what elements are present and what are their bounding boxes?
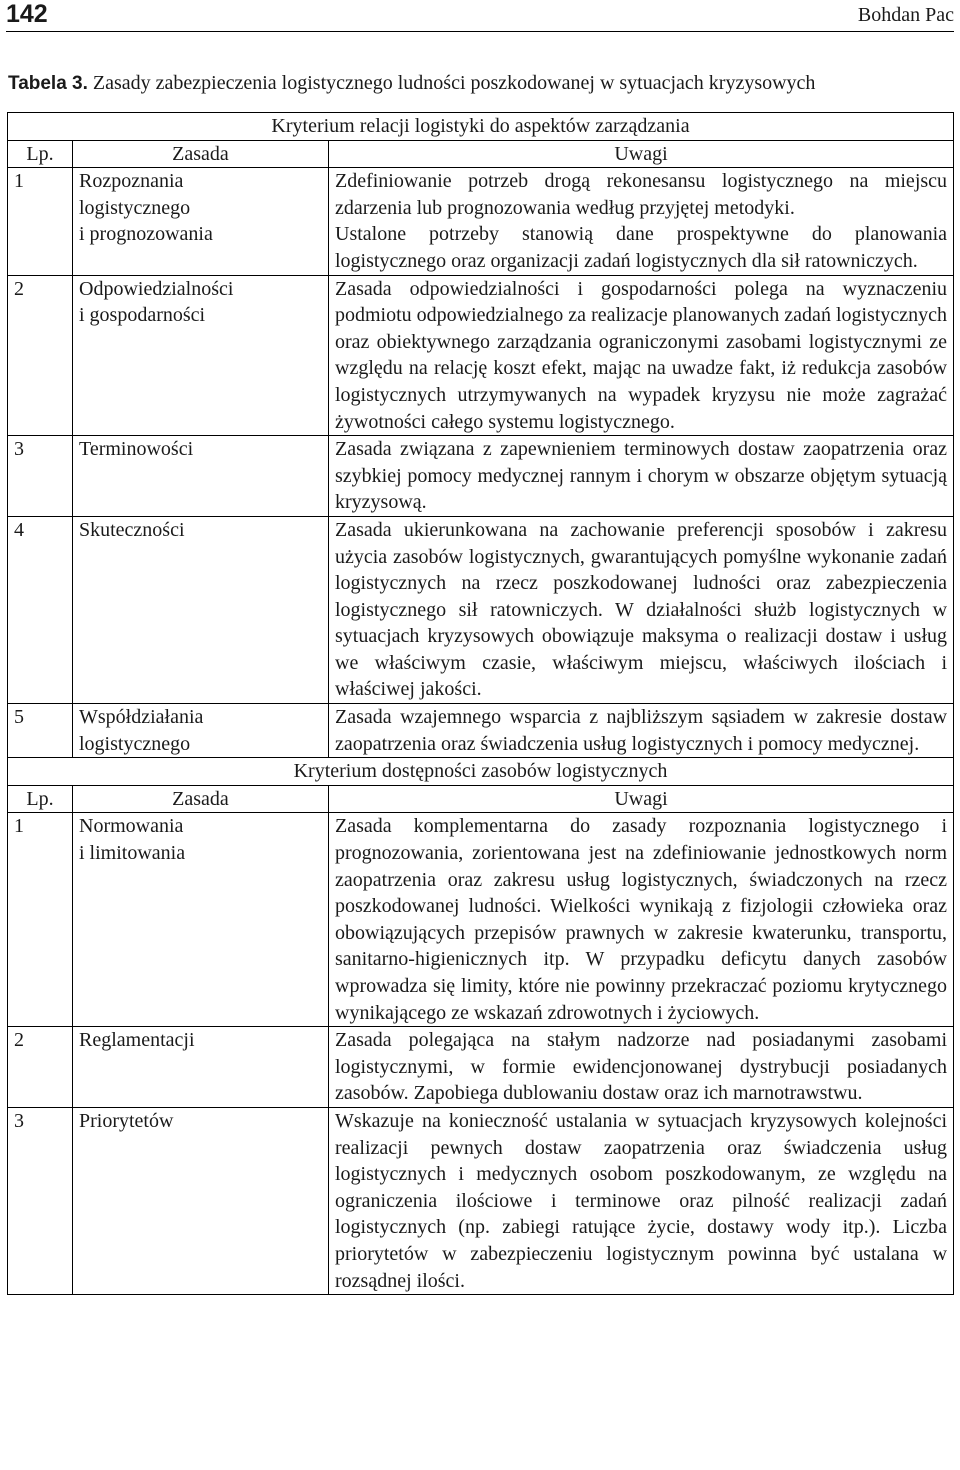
- remarks-paragraph: Zasada odpowiedzialności i gospodarności polega na wyznaczeniu podmiotu odpowiedzialnego za realizacje planowanych zadań logistycznych oraz obiektywnego zarządzania ograniczonymi zasobami logistycznymi ze względu na relację koszt efekt, mając na uwadze fakt, iż redukcja zasobów logistycznych utrzymywanych na wypadek kryzysu nie może zagrażać żywotności całego systemu logistycznego.: [335, 277, 948, 433]
- principle-name-line: Reglamentacji: [79, 1029, 195, 1052]
- column-header-uwagi: Uwagi: [329, 785, 954, 813]
- remarks-paragraph: Zasada związana z zapewnieniem terminowych dostaw zaopatrzenia oraz szybkiej pomocy medycznej rannym i chorym w obszarze objętym sytuacją kryzysową.: [335, 438, 948, 514]
- principle-remarks: [329, 168, 954, 275]
- row-number: 5: [8, 704, 73, 758]
- table-caption: [8, 72, 952, 95]
- principle-name-line: i prognozowania: [79, 223, 213, 246]
- principle-name-line: Odpowiedzialności: [79, 277, 234, 300]
- principle-remarks: [329, 813, 954, 1027]
- table-row: [8, 516, 954, 703]
- principle-remarks: [329, 516, 954, 703]
- principle-remarks: [329, 275, 954, 436]
- table-row: [8, 1027, 954, 1108]
- table-row: [8, 1107, 954, 1294]
- column-header-row: [8, 785, 954, 813]
- principle-remarks: [329, 436, 954, 517]
- principle-name: [73, 1107, 329, 1294]
- principle-name: [73, 704, 329, 758]
- page-header: [0, 0, 960, 32]
- principle-remarks: [329, 704, 954, 758]
- principle-name-line: Priorytetów: [79, 1109, 174, 1132]
- principle-name: [73, 516, 329, 703]
- remarks-paragraph: Zasada komplementarna do zasady rozpoznania logistycznego i prognozowania, zorientowana jest na zdefiniowanie jednostkowych norm zaopatrzenia oraz zakresu usług logistycznych, świadczonych na rzecz poszkodowanej ludności. Wielkości wynikają z fizjologii człowieka oraz obowiązujących przepisów prawnych w zakresie kwaterunku, transportu, sanitarno-higienicznych itp. W przypadku deficytu danych zasobów wprowadza się limity, które nie powinny przekraczać poziomu krytycznego wynikającego ze wskazań zdrowotnych i życiowych.: [335, 815, 948, 1024]
- table-row: [8, 275, 954, 436]
- remarks-paragraph: Zasada polegająca na stałym nadzorze nad posiadanymi zasobami logistycznymi, w formie ewidencjonowanej dystrybucji posiadanych zasobów. Zapobiega dublowaniu dostaw oraz ich marnotrawstwu.: [335, 1029, 948, 1105]
- principle-name: [73, 813, 329, 1027]
- principle-name-line: i gospodarności: [79, 304, 206, 327]
- column-header-uwagi: Uwagi: [329, 140, 954, 168]
- column-header-row: [8, 140, 954, 168]
- remarks-paragraph: Zasada wzajemnego wsparcia z najbliższym sąsiadem w zakresie dostaw zaopatrzenia oraz świadczenia usług logistycznych i pomocy medycznej.: [335, 706, 948, 755]
- table-row: [8, 168, 954, 275]
- page-number: 142: [6, 0, 48, 28]
- remarks-paragraph: Zasada ukierunkowana na zachowanie preferencji sposobów i zakresu użycia zasobów logistycznych, gwarantujących pomyślne wykonanie zadań logistycznych na rzecz poszkodowanej ludności oraz zabezpieczenia logistycznego sił ratowniczych. W działalności służb logistycznych w sytuacjach kryzysowych obowiązuje maksyma o realizacji dostaw i usług we właściwym czasie, właściwym miejscu, właściwych ilościach i właściwej jakości.: [335, 518, 948, 701]
- principles-table: [7, 112, 954, 1295]
- principle-name-line: Terminowości: [79, 438, 194, 461]
- remarks-paragraph: Wskazuje na konieczność ustalania w sytuacjach kryzysowych kolejności realizacji pewnych dostaw zaopatrzenia oraz świadczenia usług logistycznych i medycznych osobom poszkodowanym, ze względu na ograniczenia ilościowe i terminowe oraz pilność realizacji zadań logistycznych (np. zabiegi ratujące życie, dostawy wody itp.). Liczba priorytetów w zabezpieczeniu logistycznym powinna być ustalana w rozsądnej ilości.: [335, 1109, 948, 1292]
- section-title: Kryterium dostępności zasobów logistycznych: [8, 758, 954, 786]
- section-header-row: [8, 113, 954, 141]
- remarks-paragraph: Ustalone potrzeby stanowią dane prospektywne do planowania logistycznego oraz organizacji zadań logistycznych dla sił ratowniczych.: [335, 223, 948, 272]
- row-number: 4: [8, 516, 73, 703]
- principle-name-line: Skuteczności: [79, 518, 185, 541]
- principle-name: [73, 436, 329, 517]
- table-body: [8, 113, 954, 1295]
- section-title: Kryterium relacji logistyki do aspektów zarządzania: [8, 113, 954, 141]
- header-rule: [6, 31, 954, 32]
- row-number: 2: [8, 1027, 73, 1108]
- table-row: [8, 813, 954, 1027]
- row-number: 2: [8, 275, 73, 436]
- principle-name: [73, 1027, 329, 1108]
- principle-name-line: Rozpoznania: [79, 170, 184, 193]
- column-header-zasada: Zasada: [73, 785, 329, 813]
- row-number: 3: [8, 436, 73, 517]
- running-author: Bohdan Pac: [857, 4, 954, 26]
- principle-remarks: [329, 1107, 954, 1294]
- table-row: [8, 436, 954, 517]
- principle-name-line: Normowania: [79, 815, 184, 838]
- column-header-zasada: Zasada: [73, 140, 329, 168]
- remarks-paragraph: Zdefiniowanie potrzeb drogą rekonesansu logistycznego na miejscu zdarzenia lub prognozowania według przyjętej metodyki.: [335, 170, 948, 219]
- table-caption-text: Zasady zabezpieczenia logistycznego ludności poszkodowanej w sytuacjach kryzysowych: [87, 72, 816, 94]
- table-row: [8, 704, 954, 758]
- column-header-lp: Lp.: [8, 785, 73, 813]
- principle-name-line: i limitowania: [79, 842, 186, 865]
- row-number: 1: [8, 813, 73, 1027]
- principle-name-line: logistycznego: [79, 196, 191, 219]
- table-label: Tabela 3.: [8, 73, 88, 94]
- row-number: 3: [8, 1107, 73, 1294]
- principle-name: [73, 275, 329, 436]
- principle-name: [73, 168, 329, 275]
- section-header-row: [8, 758, 954, 786]
- principle-name-line: Współdziałania: [79, 706, 204, 729]
- row-number: 1: [8, 168, 73, 275]
- principle-name-line: logistycznego: [79, 732, 191, 755]
- principle-remarks: [329, 1027, 954, 1108]
- column-header-lp: Lp.: [8, 140, 73, 168]
